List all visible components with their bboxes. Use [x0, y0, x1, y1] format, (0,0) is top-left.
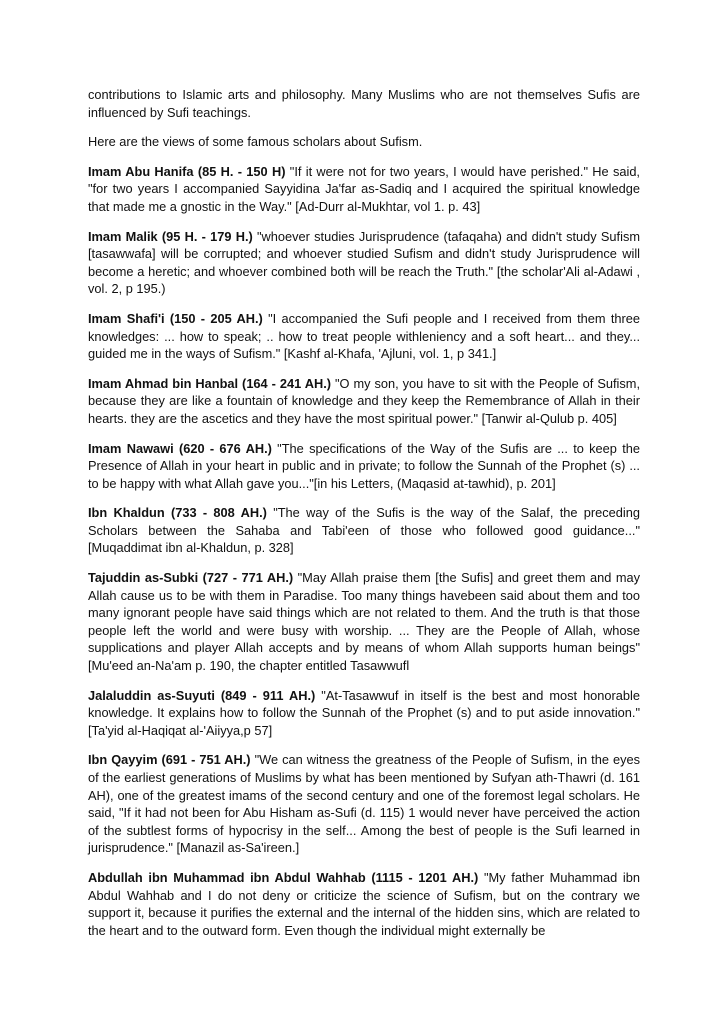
paragraph-text: "The way of the Sufis is the way of the Salaf, the preceding Scholars between the Sahaba and Tabi'een of those who followed good guidance..." [Muqaddimat ibn al-Khaldun, p. 328]: [88, 505, 640, 556]
paragraph-intro: [88, 86, 640, 121]
paragraph-text: "If it were not for two years, I would have perished." He said, "for two years I accompanied Sayyidina Ja'far as-Sadiq and I acquired the spiritual knowledge that made me a gnostic in the Way." [Ad-Durr al-Mukhtar, vol 1. p. 43]: [88, 163, 640, 214]
paragraph-nawawi: [88, 440, 640, 493]
scholar-name: Jalaluddin as-Suyuti (849 - 911 AH.): [88, 687, 316, 703]
paragraph-ibn-khaldun: [88, 504, 640, 557]
paragraph-abdullah-ibn-abdul-wahhab: [88, 869, 640, 939]
paragraph-text: "I accompanied the Sufi people and I received from them three knowledges: ... how to speak; .. how to treat people withleniency and a soft heart... and they... guided me in the ways of Sufism." [Kashf al-Khafa, 'Ajluni, vol. 1, p 341.]: [88, 310, 640, 362]
paragraph-text: "whoever studies Jurisprudence (tafaqaha) and didn't study Sufism [tasawwafa] will be corrupted; and whoever studied Sufism and didn't study Jurisprudence will become a heretic; and whoever combined both will be reach the Truth." [the scholar'Ali al-Adawi , vol. 2, p 195.): [88, 228, 640, 297]
paragraph-text: contributions to Islamic arts and philosophy. Many Muslims who are not themselves Sufis are influenced by Sufi teachings.: [88, 87, 640, 120]
paragraph-text: "We can witness the greatness of the People of Sufism, in the eyes of the earliest generations of Muslims by what has been mentioned by Sufyan ath-Thawri (d. 161 AH), one of the greatest imams of the second century and one of the foremost legal scholars. He said, "If it had not been for Abu Hisham as-Sufi (d. 115) 1 would never have perceived the action of the subtlest forms of hypocrisy in the self... Among the best of people is the Sufi learned in jurisprudence." [Manazil as-Sa'ireen.]: [88, 752, 640, 856]
paragraph-lead-in: [88, 133, 640, 151]
scholar-name: Ibn Qayyim (691 - 751 AH.): [88, 752, 251, 768]
paragraph-suyuti: [88, 687, 640, 740]
paragraph-subki: [88, 569, 640, 675]
paragraph-malik: [88, 228, 640, 298]
paragraph-text: "May Allah praise them [the Sufis] and greet them and may Allah cause us to be with them in Paradise. Too many things havebeen said about them and too many ignorant people have said things which are not related to them. And the truth is that those people left the world and were busy with worship. ... They are the People of Allah, whose supplications and player Allah accepts and by means of whom Allah supports human beings" [Mu'eed an-Na'am p. 190, the chapter entitled Tasawwufl: [88, 570, 640, 674]
paragraph-ahmad-bin-hanbal: [88, 375, 640, 428]
paragraph-text: "O my son, you have to sit with the People of Sufism, because they are like a fountain of knowledge and they keep the Remembrance of Allah in their hearts. they are the ascetics and they have the most spiritual power." [Tanwir al-Qulub p. 405]: [88, 375, 640, 426]
scholar-name: Imam Nawawi (620 - 676 AH.): [88, 440, 272, 456]
paragraph-abu-hanifa: [88, 163, 640, 216]
paragraph-ibn-qayyim: [88, 751, 640, 857]
document-body: [88, 86, 640, 951]
scholar-name: Tajuddin as-Subki (727 - 771 AH.): [88, 570, 294, 586]
scholar-name: Abdullah ibn Muhammad ibn Abdul Wahhab (1115 - 1201 AH.): [88, 869, 479, 885]
scholar-name: Imam Shafi'i (150 - 205 AH.): [88, 310, 263, 326]
paragraph-text: Here are the views of some famous scholars about Sufism.: [88, 134, 423, 150]
paragraph-shafii: [88, 310, 640, 363]
scholar-name: Imam Malik (95 H. - 179 H.): [88, 228, 253, 244]
scholar-name: Imam Ahmad bin Hanbal (164 - 241 AH.): [88, 375, 332, 391]
paragraph-text: "The specifications of the Way of the Sufis are ... to keep the Presence of Allah in your heart in public and in private; to follow the Sunnah of the Prophet (s) ... to be happy with what Allah gave you..."[in his Letters, (Maqasid at-tawhid), p. 201]: [88, 440, 640, 491]
scholar-name: Ibn Khaldun (733 - 808 AH.): [88, 505, 267, 521]
scholar-name: Imam Abu Hanifa (85 H. - 150 H): [88, 163, 286, 179]
paragraph-text: "At-Tasawwuf in itself is the best and most honorable knowledge. It explains how to follow the Sunnah of the Prophet (s) and to put aside innovation." [Ta'yid al-Haqiqat al-'Aiiyya,p 57]: [88, 687, 640, 738]
paragraph-text: "My father Muhammad ibn Abdul Wahhab and I do not deny or criticize the science of Sufism, but on the contrary we support it, because it purifies the external and the internal of the hidden sins, which are related to the heart and to the outward form. Even though the individual might externally be: [88, 869, 640, 938]
